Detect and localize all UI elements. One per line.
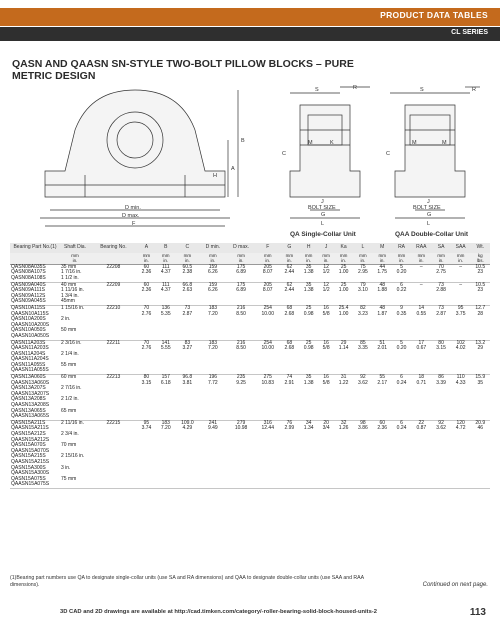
- unit-cell: mm in.: [226, 253, 255, 265]
- part-numbers: QASN10A115S QAASN10A115S QASN10A200S QAASN10A200S QASN10A050S QAASN10A050S: [10, 305, 60, 340]
- unit-cell: mm in.: [318, 253, 334, 265]
- dim-b: B: [241, 138, 245, 144]
- dimension-value: 31 1.22: [334, 375, 353, 421]
- dimension-value: 12.7 28: [471, 305, 490, 340]
- col-header: D max.: [226, 243, 255, 253]
- continued-note: Continued on next page.: [422, 582, 488, 588]
- dimension-value: 16 5/8: [318, 375, 334, 421]
- col-header: RAA: [411, 243, 431, 253]
- unit-cell: [90, 253, 137, 265]
- col-header: B: [156, 243, 175, 253]
- table-units-row: [10, 253, 490, 265]
- dimension-value: 48 1.88: [373, 282, 392, 305]
- dimension-value: 16 5/8: [318, 340, 334, 375]
- dimension-value: 95 3.75: [451, 305, 471, 340]
- unit-cell: mm in.: [199, 253, 226, 265]
- caption-single-collar: QA Single-Collar Unit: [290, 231, 356, 238]
- unit-cell: mm in.: [256, 253, 280, 265]
- dimension-value: 20.9 46: [471, 420, 490, 488]
- dimension-value: 35 1.38: [299, 375, 318, 421]
- dimension-value: 110 4.33: [451, 375, 471, 421]
- dim-g-single: G: [321, 212, 326, 218]
- dimension-value: 6 0.24: [392, 420, 411, 488]
- caption-double-collar: QAA Double-Collar Unit: [395, 231, 469, 238]
- dimension-value: 70 2.76: [137, 340, 156, 375]
- dimension-value: 73 2.87: [175, 305, 199, 340]
- dimension-value: 254 10.00: [256, 305, 280, 340]
- table-row: [10, 264, 490, 282]
- dim-dmax: D max.: [122, 213, 140, 219]
- dim-raa: R: [472, 87, 476, 93]
- dimension-value: –: [451, 282, 471, 305]
- dimension-value: 74 2.91: [280, 375, 299, 421]
- col-header: RA: [392, 243, 411, 253]
- dimension-value: 241 9.49: [199, 420, 226, 488]
- part-numbers: QASN15A211S QAASN15A211S QASN15A212S QAASN15A212S QASN15A070S QAASN15A070S QASN15A215S QAASN15A215S QASN15A300S QAASN15A300S QASN15A075S QAASN15A075S: [10, 420, 60, 488]
- unit-cell: [10, 253, 60, 265]
- col-header: L: [353, 243, 372, 253]
- table-row: [10, 282, 490, 305]
- col-header: Ka: [334, 243, 353, 253]
- dim-f: F: [132, 221, 136, 227]
- dimension-value: 205 8.07: [256, 264, 280, 282]
- bearing-number: 22209: [90, 282, 137, 305]
- dim-ra: R: [353, 85, 357, 91]
- dimension-value: 82 3.23: [353, 305, 372, 340]
- dimension-value: 25.4 1.00: [334, 305, 353, 340]
- col-header: Bearing Part No.(1): [10, 243, 60, 253]
- side-view-single: [290, 87, 370, 218]
- dimension-value: 10.5 23: [471, 264, 490, 282]
- dim-c-single: C: [282, 151, 286, 157]
- bearing-number: 22213: [90, 375, 137, 421]
- unit-cell: mm in.: [411, 253, 431, 265]
- shaft-diameters: 60 mm 2 7/16 in. 2 1/2 in. 65 mm: [60, 375, 90, 421]
- dimension-value: 196 7.72: [199, 375, 226, 421]
- dimension-value: 73 2.87: [431, 305, 450, 340]
- cad-link[interactable]: 3D CAD and 2D drawings are available at http://cad.timken.com/category/-roller-bearing-solid-block-housed-units-2: [60, 609, 377, 615]
- dimension-value: 86 3.39: [431, 375, 450, 421]
- dimension-value: 6 0.24: [392, 375, 411, 421]
- dimension-value: 111 4.37: [156, 282, 175, 305]
- unit-cell: mm in.: [334, 253, 353, 265]
- dimension-value: 32 1.26: [334, 420, 353, 488]
- dimension-value: 73 2.88: [431, 282, 450, 305]
- dim-dmin: D min.: [125, 205, 141, 211]
- col-header: Shaft Dia.: [60, 243, 90, 253]
- col-header: C: [175, 243, 199, 253]
- dimension-value: 55 2.17: [373, 375, 392, 421]
- part-numbers: QASN08A035S QASN08A107S QASN08A108S: [10, 264, 60, 282]
- dimension-value: 60 2.36: [137, 282, 156, 305]
- dimension-value: 5 0.20: [392, 264, 411, 282]
- dimension-value: 25 1.00: [334, 282, 353, 305]
- dimension-value: 18 0.71: [411, 375, 431, 421]
- dimension-value: 136 5.35: [156, 305, 175, 340]
- dimensions-table: [10, 243, 490, 489]
- dimension-value: 34 1.34: [299, 420, 318, 488]
- col-header: SA: [431, 243, 450, 253]
- shaft-diameters: 35 mm 1 7/16 in. 1 1/2 in.: [60, 264, 90, 282]
- dimension-value: 79 3.10: [353, 282, 372, 305]
- unit-cell: mm in.: [392, 253, 411, 265]
- table-row: [10, 340, 490, 375]
- dimension-value: 22 0.87: [411, 420, 431, 488]
- dimension-value: 17 0.67: [411, 340, 431, 375]
- dimension-value: 275 10.83: [256, 375, 280, 421]
- dim-l-double: L: [427, 221, 431, 227]
- pillow-block-diagram: [10, 85, 490, 240]
- dim-ka: K: [330, 140, 334, 146]
- dim-m-single: M: [308, 140, 313, 146]
- part-numbers: QASN13A060S QAASN13A060S QASN13A207S QAASN13A207S QASN13A208S QAASN13A208S QASN13A065S QAASN13A065S: [10, 375, 60, 421]
- dimension-value: 44 1.75: [373, 264, 392, 282]
- dimension-value: 6 0.22: [392, 282, 411, 305]
- dimension-value: 25 0.98: [299, 340, 318, 375]
- dimension-value: 66.8 2.63: [175, 282, 199, 305]
- bearing-number: 22211: [90, 340, 137, 375]
- dimension-value: 60 2.36: [373, 420, 392, 488]
- dimension-value: 92 3.62: [431, 420, 450, 488]
- unit-cell: mm in.: [137, 253, 156, 265]
- table-body: [10, 264, 490, 488]
- dimension-value: 159 6.26: [199, 282, 226, 305]
- col-header: H: [299, 243, 318, 253]
- page-title: QASN AND QAASN SN-STYLE TWO-BOLT PILLOW BLOCKS – PURE METRIC DESIGN: [12, 58, 354, 82]
- dimension-value: 216 8.50: [226, 340, 255, 375]
- dim-m-right: M: [442, 140, 447, 146]
- dimension-value: 70 2.76: [137, 305, 156, 340]
- dim-h: H: [213, 173, 217, 179]
- dimension-value: 216 8.50: [226, 305, 255, 340]
- dimension-value: 9 0.35: [392, 305, 411, 340]
- unit-cell: mm in.: [175, 253, 199, 265]
- dimension-value: 96.8 3.81: [175, 375, 199, 421]
- dimension-value: 12 1/2: [318, 282, 334, 305]
- side-view-double: [390, 87, 480, 218]
- page-header: [0, 0, 500, 56]
- dimension-value: 254 10.00: [256, 340, 280, 375]
- dim-c-double: C: [386, 151, 390, 157]
- bearing-number: 22210: [90, 305, 137, 340]
- shaft-diameters: 2 3/16 in. 2 1/4 in. 55 mm: [60, 340, 90, 375]
- unit-cell: kg lbs.: [471, 253, 490, 265]
- bolt-size-double: BOLT SIZE: [413, 205, 441, 211]
- dimension-value: 13.2 29: [471, 340, 490, 375]
- section-title: PRODUCT DATA TABLES: [380, 10, 488, 20]
- dimension-value: 85 3.35: [353, 340, 372, 375]
- dimension-value: 51 2.01: [373, 340, 392, 375]
- shaft-diameters: 2 11/16 in. 2 3/4 in. 70 mm 2 15/16 in. 3 in. 75 mm: [60, 420, 90, 488]
- dimension-value: 80 3.15: [431, 340, 450, 375]
- dim-saa: S: [420, 87, 424, 93]
- dimension-value: 76 2.99: [280, 420, 299, 488]
- part-numbers: QASN11A203S QAASN11A203S QASN11A204S QAASN11A204S QASN11A055S QAASN11A055S: [10, 340, 60, 375]
- dimension-value: 316 12.44: [256, 420, 280, 488]
- page-number: 113: [469, 607, 486, 618]
- dimension-value: 5 0.20: [392, 340, 411, 375]
- dimension-value: 157 6.18: [156, 375, 175, 421]
- shaft-diameters: 1 15/16 in. 2 in. 50 mm: [60, 305, 90, 340]
- unit-cell: mm in.: [156, 253, 175, 265]
- table-row: [10, 305, 490, 340]
- dimension-value: 68 2.68: [280, 340, 299, 375]
- series-title: CL SERIES: [451, 29, 488, 36]
- dimension-value: 35 1.38: [299, 264, 318, 282]
- bolt-size-single: BOLT SIZE: [308, 205, 336, 211]
- dimension-value: 20 3/4: [318, 420, 334, 488]
- dimension-value: 75 2.95: [353, 264, 372, 282]
- table-header-row: [10, 243, 490, 253]
- unit-cell: mm in.: [451, 253, 471, 265]
- dimension-value: 15.9 35: [471, 375, 490, 421]
- dimension-value: 95 3.74: [137, 420, 156, 488]
- dimension-value: 175 6.89: [226, 264, 255, 282]
- dimension-value: 183 7.20: [199, 340, 226, 375]
- dimension-value: 48 1.87: [373, 305, 392, 340]
- dim-g-double: G: [427, 212, 432, 218]
- bearing-number: 22215: [90, 420, 137, 488]
- dimension-value: 80 3.15: [137, 375, 156, 421]
- col-header: Wt.: [471, 243, 490, 253]
- dimension-value: 175 6.89: [226, 282, 255, 305]
- dimension-value: 83 3.27: [175, 340, 199, 375]
- col-header: F: [256, 243, 280, 253]
- dimension-value: 60.5 2.38: [175, 264, 199, 282]
- series-bar: [0, 27, 500, 41]
- dimension-value: –: [411, 264, 431, 282]
- unit-cell: mm in.: [60, 253, 90, 265]
- unit-cell: mm in.: [299, 253, 318, 265]
- col-header: J: [318, 243, 334, 253]
- section-bar: [0, 8, 500, 26]
- unit-cell: mm in.: [353, 253, 372, 265]
- dimension-value: 35 1.38: [299, 282, 318, 305]
- dim-sa: S: [315, 87, 319, 93]
- shaft-diameters: 40 mm 1 11/16 in. 1 3/4 in. 45mm: [60, 282, 90, 305]
- dimension-value: 183 7.20: [156, 420, 175, 488]
- dimension-value: 141 5.55: [156, 340, 175, 375]
- col-header: A: [137, 243, 156, 253]
- dimension-value: 62 2.44: [280, 264, 299, 282]
- dimension-value: 16 5/8: [318, 305, 334, 340]
- dim-j-single: J: [321, 199, 324, 205]
- col-header: G: [280, 243, 299, 253]
- dimension-value: 14 0.55: [411, 305, 431, 340]
- dim-a: A: [231, 166, 235, 172]
- dimension-value: 109.0 4.29: [175, 420, 199, 488]
- dimension-value: 10.5 23: [471, 282, 490, 305]
- part-numbers: QASN09A040S QASN09A111S QASN09A112S QASN09A045S: [10, 282, 60, 305]
- col-header: Bearing No.: [90, 243, 137, 253]
- dimension-value: 62 2.44: [280, 282, 299, 305]
- unit-cell: mm in.: [373, 253, 392, 265]
- dimension-value: 120 4.72: [451, 420, 471, 488]
- dimension-value: 12 1/2: [318, 264, 334, 282]
- col-header: D min.: [199, 243, 226, 253]
- dimension-value: 29 1.14: [334, 340, 353, 375]
- dimension-value: 159 6.26: [199, 264, 226, 282]
- dimension-value: 70 2.75: [431, 264, 450, 282]
- footnote: (1)Bearing part numbers use QA to designate single-collar units (use SA and RA dimensions) and QAA to designate double-collar units (use SAA and RAA dimensions).: [10, 575, 364, 588]
- bearing-number: 22208: [90, 264, 137, 282]
- dimension-value: 183 7.20: [199, 305, 226, 340]
- unit-cell: mm in.: [431, 253, 450, 265]
- dimension-value: 25 1.00: [334, 264, 353, 282]
- dimension-value: 102 4.02: [451, 340, 471, 375]
- dim-m-left: M: [412, 140, 417, 146]
- table-row: [10, 420, 490, 488]
- dimension-value: 279 10.98: [226, 420, 255, 488]
- dimension-value: 98 3.86: [353, 420, 372, 488]
- dimension-value: 111 4.37: [156, 264, 175, 282]
- dimension-value: 235 9.25: [226, 375, 255, 421]
- unit-cell: mm in.: [280, 253, 299, 265]
- dim-l-single: L: [321, 221, 325, 227]
- dimension-value: –: [451, 264, 471, 282]
- col-header: SAA: [451, 243, 471, 253]
- dimension-value: 25 0.98: [299, 305, 318, 340]
- table-row: [10, 375, 490, 421]
- page-footer: [0, 606, 500, 622]
- dimension-value: 68 2.68: [280, 305, 299, 340]
- dimension-value: –: [411, 282, 431, 305]
- col-header: M: [373, 243, 392, 253]
- dimension-value: 92 3.62: [353, 375, 372, 421]
- dimension-value: 205 8.07: [256, 282, 280, 305]
- dim-j-double: J: [427, 199, 430, 205]
- dimension-value: 60 2.36: [137, 264, 156, 282]
